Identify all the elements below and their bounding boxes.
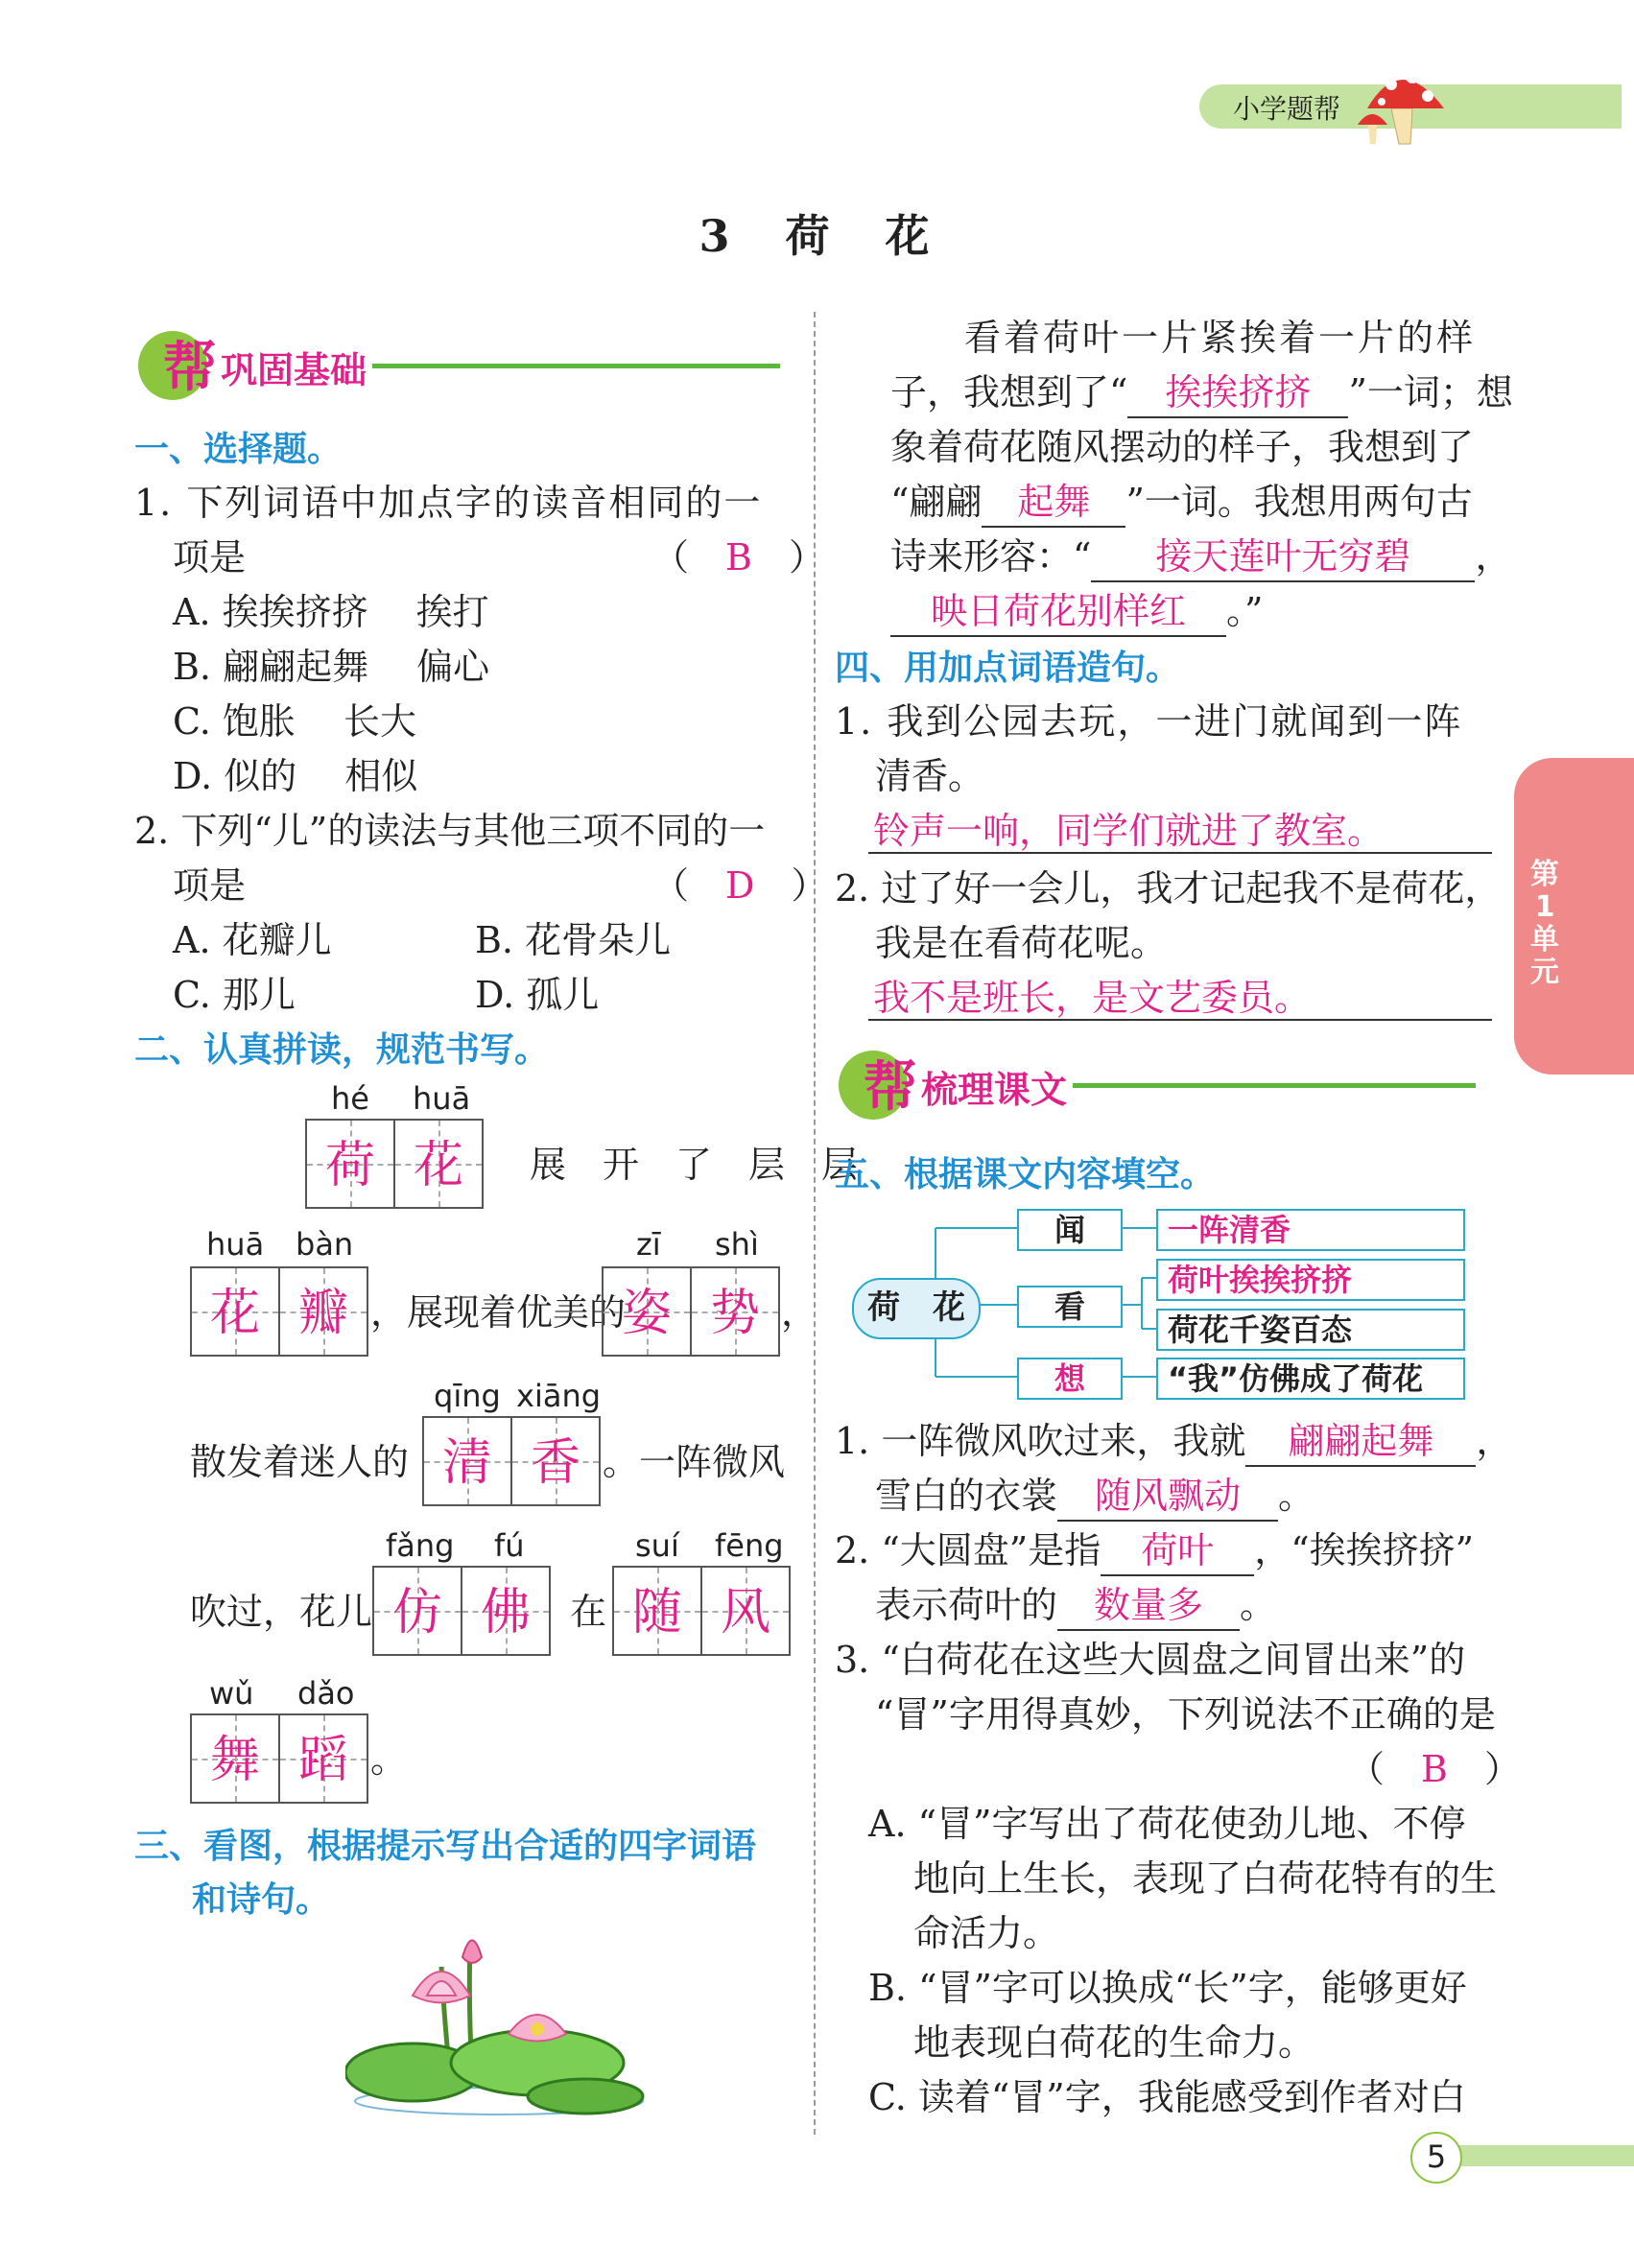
s5-q2-line2: 表示荷叶的 数量多 。 (875, 1578, 1276, 1633)
q2-option-b: B. 花骨朵儿 (475, 919, 672, 961)
answer-blank: 翩翩起舞 (1245, 1417, 1476, 1467)
badge-bang-char: 帮 (163, 337, 217, 399)
pinyin: zī (636, 1226, 661, 1263)
grid-char: 清 (441, 1434, 492, 1492)
q1-option-c: C. 饱胀 长大 (173, 700, 416, 743)
grid-char: 舞 (209, 1732, 260, 1789)
pinyin: wǔ (209, 1675, 254, 1712)
q2-option-d: D. 孤儿 (475, 974, 600, 1016)
grid-char: 随 (631, 1584, 682, 1642)
char-grid (510, 1416, 601, 1506)
section2-title: 二、认真拼读，规范书写。 (134, 1030, 550, 1070)
pinyin: dǎo (297, 1675, 355, 1712)
q2-option-a: A. 花瓣儿 (173, 919, 332, 961)
fill-text: 在 (570, 1591, 607, 1633)
s5-q1-line2: 雪白的衣裳 随风飘动 。 (875, 1469, 1314, 1524)
footer-bar (1439, 2145, 1634, 2166)
q2-stem-line1: 2. 下列“儿”的读法与其他三项不同的一 (134, 810, 766, 852)
q1-answer-bracket: （ B ） (652, 536, 825, 579)
fill-text: 。一阵微风 (603, 1441, 786, 1483)
grid-char: 姿 (621, 1285, 672, 1342)
s5-q2-line1: 2. “大圆盘”是指 荷叶 ，“挨挨挤挤” (835, 1524, 1474, 1578)
fill-text: 散发着迷人的 (190, 1441, 410, 1483)
grid-char: 瓣 (297, 1285, 348, 1342)
char-grid (690, 1266, 780, 1357)
center-label: 荷 花 (867, 1288, 965, 1327)
badge-text: 巩固基础 (221, 349, 367, 391)
fill-text: 。 (370, 1738, 408, 1781)
q2-answer-bracket: （ D ） (652, 864, 828, 907)
answer-blank: 接天莲叶无穷碧 (1091, 532, 1475, 582)
page-number-circle (1410, 2132, 1462, 2184)
grid-char: 风 (720, 1584, 770, 1642)
s4-q1-answer: 铃声一响，同学们就进了教室。 (873, 810, 1385, 852)
section3-title-line1: 三、看图，根据提示写出合适的四字词语 (134, 1827, 757, 1866)
pinyin: fēng (715, 1527, 784, 1564)
s5-q3-answer-bracket: （ B ） (1348, 1748, 1521, 1790)
q2-option-c: C. 那儿 (173, 974, 296, 1016)
q1-stem-line2: 项是 (173, 536, 247, 579)
column-divider (814, 312, 816, 2135)
s3-line1: 看着荷叶一片紧挨着一片的样 (964, 317, 1477, 359)
s4-q1-line1: 1. 我到公园去玩，一进门就闻到一阵 (835, 700, 1463, 743)
s5-q3-optB-1: B. “冒”字可以换成“长”字，能够更好 (868, 1967, 1467, 2009)
pinyin: huā (206, 1226, 265, 1263)
char-grid (700, 1566, 791, 1656)
fill-text: 展 开 了 层 层 (530, 1144, 859, 1186)
char-grid (393, 1119, 484, 1209)
item-box: “我”仿佛成了荷花 (1156, 1358, 1465, 1400)
grid-char: 仿 (391, 1584, 442, 1642)
unit-side-tab-label: 第1单元 (1530, 858, 1559, 989)
q1-option-a: A. 挨挨挤挤 挨打 (173, 591, 489, 633)
pinyin: xiāng (516, 1378, 602, 1414)
s5-q3-optA-3: 命活力。 (913, 1912, 1060, 1954)
verb-box-smell: 闻 (1017, 1209, 1123, 1251)
char-grid (612, 1566, 702, 1656)
q1-answer: B (725, 536, 752, 579)
s5-q3-optC-1: C. 读着“冒”字，我能感受到作者对白 (868, 2076, 1466, 2118)
section4-title: 四、用加点词语造句。 (835, 649, 1181, 688)
fill-text: ， (781, 1291, 818, 1334)
grid-char: 花 (209, 1285, 260, 1342)
badge-text: 梳理课文 (921, 1069, 1068, 1111)
answer-blank: 荷叶 (1101, 1526, 1254, 1576)
answer-blank: 随风飘动 (1057, 1472, 1278, 1522)
char-grid (190, 1713, 280, 1804)
page-number: 5 (1426, 2138, 1447, 2175)
s4-q1-line2: 清香。 (875, 755, 985, 797)
q1-stem-line1: 1. 下列词语中加点字的读音相同的一 (134, 482, 763, 524)
grid-char: 荷 (324, 1137, 375, 1194)
s5-q1-line1: 1. 一阵微风吹过来，我就 翩翩起舞 ， (835, 1414, 1512, 1469)
section5-title: 五、根据课文内容填空。 (835, 1155, 1216, 1194)
answer-blank: 映日荷花别样红 (890, 587, 1226, 637)
answer-blank: 起舞 (982, 478, 1125, 528)
pinyin: fú (494, 1527, 525, 1564)
pinyin: bàn (296, 1226, 354, 1263)
grid-char: 蹈 (297, 1732, 348, 1789)
grid-char: 势 (709, 1285, 760, 1342)
verb-box-think: 想 (1017, 1358, 1123, 1400)
q1-option-d: D. 似的 相似 (173, 755, 418, 797)
s3-line3: 象着荷花随风摆动的样子，我想到了 (890, 426, 1475, 468)
mushroom-icon (1353, 56, 1458, 147)
item-box: 荷花千姿百态 (1156, 1309, 1465, 1351)
answer-blank: 数量多 (1057, 1581, 1240, 1631)
s3-line4: “翩翩 起舞 ”一词。我想用两句古 (890, 475, 1473, 530)
q2-stem-line2: 项是 (173, 864, 247, 907)
s5-q3-optB-2: 地表现白荷花的生命力。 (913, 2021, 1315, 2064)
s5-q3-optA-2: 地向上生长，表现了白荷花特有的生 (913, 1857, 1498, 1900)
grid-char: 香 (530, 1434, 580, 1492)
char-grid (305, 1119, 395, 1209)
s4-q2-line2: 我是在看荷花呢。 (875, 922, 1168, 964)
s5-q3-line2: “冒”字用得真妙，下列说法不正确的是 (875, 1693, 1496, 1736)
pinyin: suí (635, 1527, 679, 1564)
s3-line6: 映日荷花别样红 。” (890, 584, 1263, 639)
char-grid (190, 1266, 280, 1357)
mindmap-center-node (852, 1278, 981, 1339)
badge-bang-char: 帮 (864, 1056, 917, 1119)
s5-q3-line1: 3. “白荷花在这些大圆盘之间冒出来”的 (835, 1639, 1466, 1681)
char-grid (422, 1416, 512, 1506)
char-grid (602, 1266, 692, 1357)
pinyin: huā (413, 1080, 471, 1117)
item-box: 一阵清香 (1156, 1209, 1465, 1251)
answer-blank: 挨挨挤挤 (1127, 368, 1348, 418)
q2-answer: D (725, 864, 755, 907)
lotus-illustration (345, 1928, 652, 2120)
s5-q3-answer: B (1421, 1748, 1448, 1790)
header-brand: 小学题帮 (1233, 93, 1341, 125)
char-grid (461, 1566, 551, 1656)
fill-text: ，展现着优美的 (370, 1291, 627, 1334)
verb-box-look: 看 (1017, 1286, 1123, 1328)
pinyin: shì (715, 1226, 759, 1263)
page-title: 3 荷 花 (699, 210, 935, 262)
fill-text: 吹过，花儿 (190, 1591, 373, 1633)
section1-title: 一、选择题。 (134, 430, 343, 469)
s4-q2-answer: 我不是班长，是文艺委员。 (873, 977, 1312, 1019)
char-grid (278, 1266, 368, 1357)
s5-q3-optA-1: A. “冒”字写出了荷花使劲儿地、不停 (868, 1803, 1466, 1845)
section3-title-line2: 和诗句。 (192, 1880, 331, 1920)
s4-q2-line1: 2. 过了好一会儿，我才记起我不是荷花， (835, 867, 1502, 910)
pinyin: fǎng (386, 1527, 455, 1564)
item-box: 荷叶挨挨挤挤 (1156, 1259, 1465, 1301)
pinyin: hé (331, 1080, 369, 1117)
s3-line5: 诗来形容：“ 接天莲叶无穷碧 ， (890, 530, 1511, 584)
grid-char: 花 (413, 1137, 463, 1194)
char-grid (372, 1566, 462, 1656)
grid-char: 佛 (480, 1584, 531, 1642)
pinyin: qīng (434, 1378, 501, 1414)
q1-option-b: B. 翩翩起舞 偏心 (173, 646, 490, 688)
char-grid (278, 1713, 368, 1804)
s3-line2: 子，我想到了“ 挨挨挤挤 ”一词；想 (890, 366, 1513, 420)
